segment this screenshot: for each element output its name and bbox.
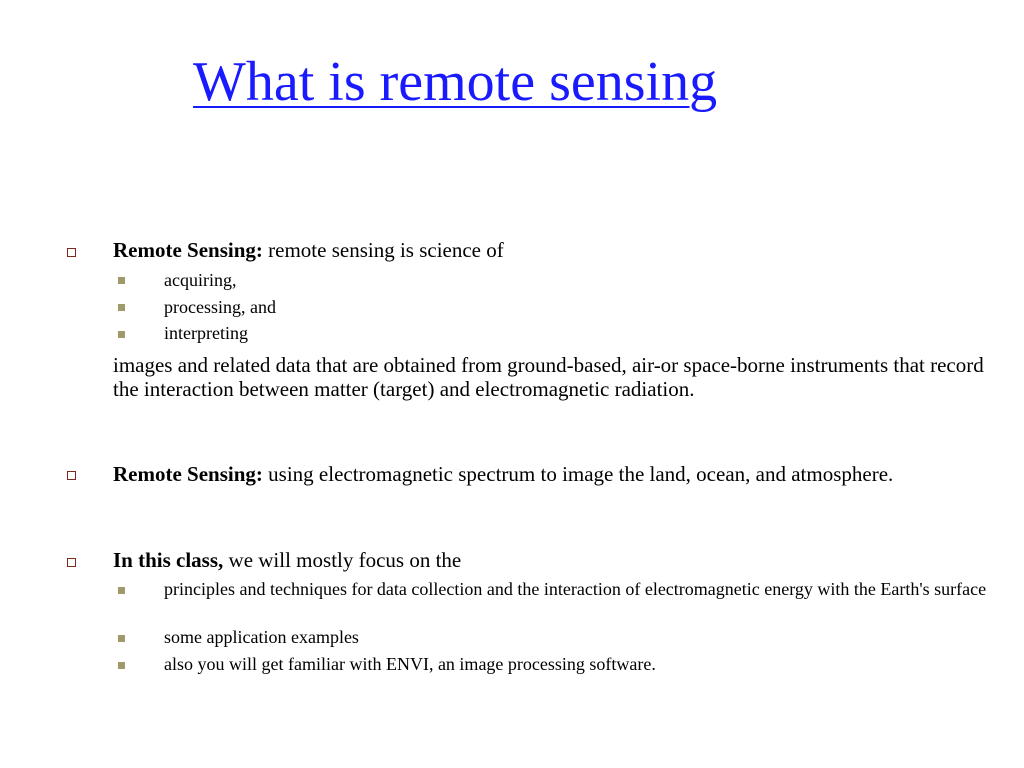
bullet-text: using electromagnetic spectrum to image the land, ocean, and atmosphere. (262, 462, 894, 486)
bullet-bold-label: In this class, (113, 548, 224, 572)
sub-item: principles and techniques for data collection and the interaction of electromagnetic energy with the Earth's surface (164, 579, 987, 599)
filled-square-bullet-icon (118, 587, 125, 594)
hollow-square-bullet-icon (67, 558, 76, 567)
bullet-text: remote sensing is science of (262, 238, 504, 262)
slide-title: What is remote sensing (193, 51, 718, 113)
filled-square-bullet-icon (118, 277, 125, 284)
sub-item: interpreting (164, 323, 248, 343)
sub-item: processing, and (164, 297, 276, 317)
filled-square-bullet-icon (118, 635, 125, 642)
filled-square-bullet-icon (118, 331, 125, 338)
sub-item: also you will get familiar with ENVI, an image processing software. (164, 654, 656, 674)
bullet-bold-label: Remote Sensing: (113, 238, 263, 262)
hollow-square-bullet-icon (67, 471, 76, 480)
bullet-bold-label: Remote Sensing: (113, 462, 263, 486)
continuation-paragraph: images and related data that are obtained from ground-based, air-or space-borne instruments that record the interaction between matter (target) and electromagnetic radiation. (113, 353, 984, 401)
bullet-text: we will mostly focus on the (223, 548, 462, 572)
filled-square-bullet-icon (118, 662, 125, 669)
hollow-square-bullet-icon (67, 248, 76, 257)
sub-item: acquiring, (164, 270, 237, 290)
filled-square-bullet-icon (118, 304, 125, 311)
sub-item: some application examples (164, 627, 359, 647)
